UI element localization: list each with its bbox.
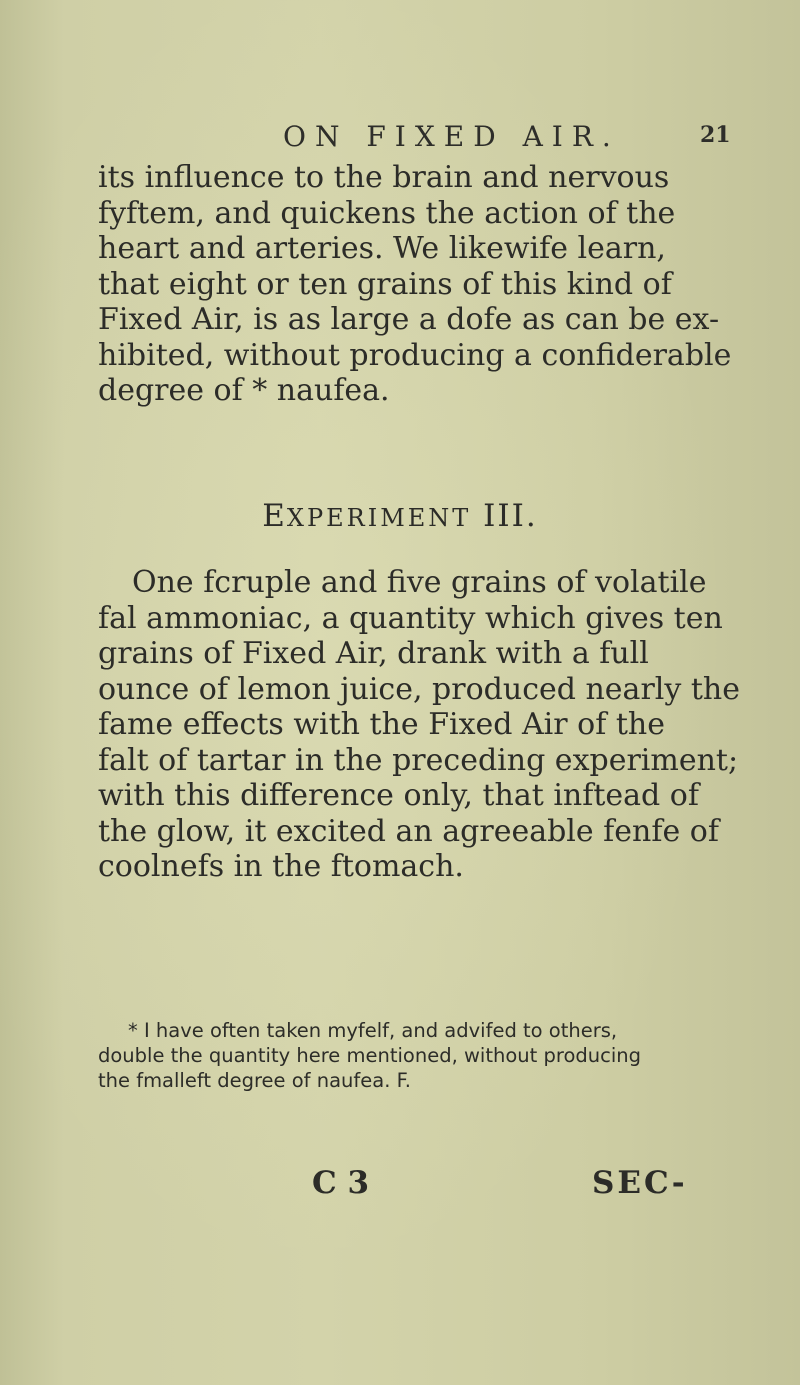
heading-smallcaps: XPERIMENT bbox=[286, 504, 472, 532]
text-line: ounce of lemon juice, produced nearly the bbox=[98, 671, 740, 707]
text-line: fal ammoniac, a quantity which gives ten bbox=[98, 600, 723, 636]
text-line: with this difference only, that inftead of bbox=[98, 778, 699, 813]
footnote-line: * I have often taken myfelf, and advifed to others, bbox=[128, 1019, 618, 1042]
text-line: heart and arteries. We likewife learn, bbox=[98, 231, 666, 266]
text-line: that eight or ten grains of this kind of bbox=[98, 266, 672, 302]
text-line: hibited, without producing a confiderable bbox=[98, 337, 732, 373]
footnote-line: the fmalleft degree of naufea. F. bbox=[98, 1069, 411, 1092]
page-number: 21 bbox=[700, 122, 731, 148]
text-line: grains of Fixed Air, drank with a full bbox=[98, 636, 649, 671]
text-line: degree of * naufea. bbox=[98, 373, 390, 408]
signature-line bbox=[0, 1165, 800, 1205]
catchword: SEC- bbox=[592, 1165, 688, 1201]
running-title: ON FIXED AIR. bbox=[283, 120, 620, 153]
signature-mark: C 3 bbox=[312, 1165, 370, 1201]
page-header bbox=[0, 120, 800, 160]
text-line: falt of tartar in the preceding experiment; bbox=[98, 742, 739, 778]
footnote-line: double the quantity here mentioned, without producing bbox=[98, 1044, 641, 1067]
text-line: its influence to the brain and nervous bbox=[98, 160, 670, 195]
text-line: Fixed Air, is as large a dofe as can be ex- bbox=[98, 302, 720, 337]
heading-initial: E bbox=[262, 498, 287, 534]
text-line: the glow, it excited an agreeable fenfe of bbox=[98, 813, 719, 849]
text-line: One fcruple and five grains of volatile bbox=[132, 565, 707, 600]
experiment-paragraph bbox=[98, 565, 748, 885]
experiment-heading bbox=[0, 498, 800, 534]
text-line: coolnefs in the ftomach. bbox=[98, 849, 464, 884]
paragraph-continued bbox=[98, 160, 748, 409]
footnote bbox=[98, 1018, 748, 1093]
heading-numeral: III. bbox=[483, 498, 538, 534]
text-line: fame effects with the Fixed Air of the bbox=[98, 707, 665, 742]
text-line: fyftem, and quickens the action of the bbox=[98, 195, 676, 231]
